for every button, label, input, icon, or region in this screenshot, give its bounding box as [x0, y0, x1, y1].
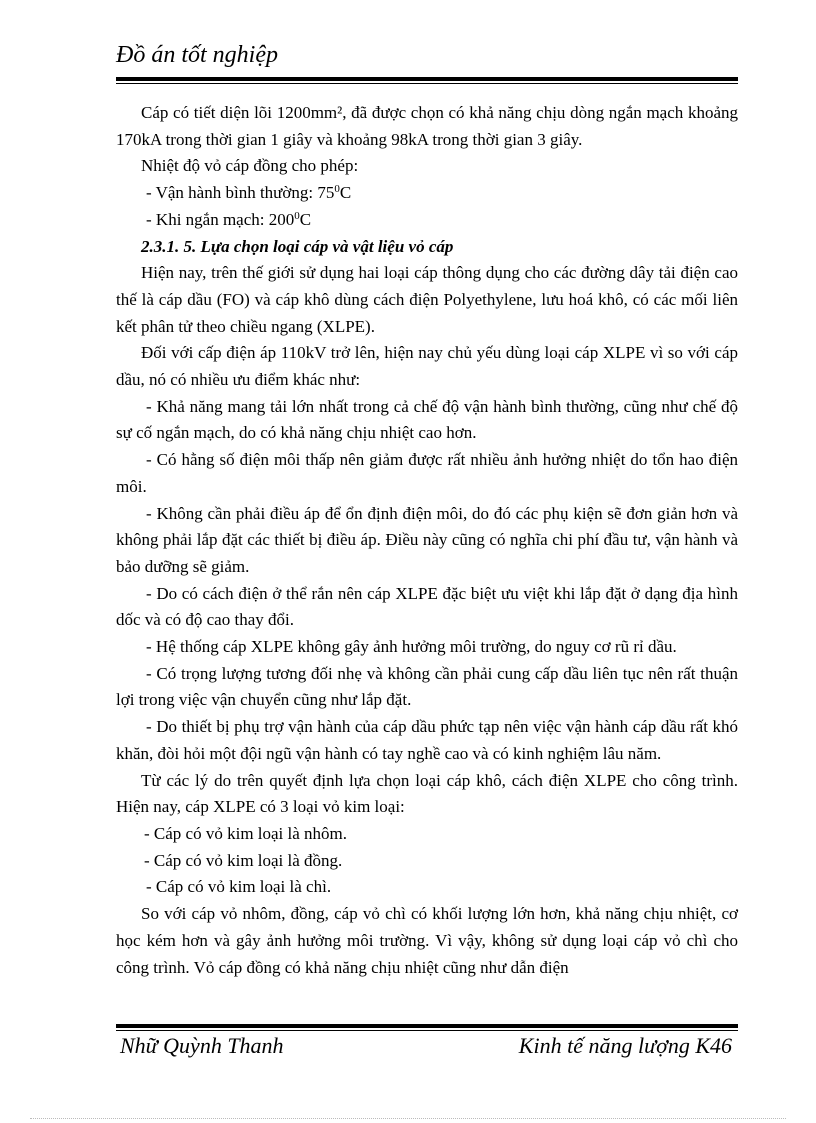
bullet-environment: - Hệ thống cáp XLPE không gây ảnh hưởng môi trường, do nguy cơ rũ rỉ dầu.: [146, 637, 677, 657]
bullet-no-pressure-regulation: - Không cần phải điều áp để ổn định điện môi, do đó các phụ kiện sẽ đơn giản hơn và không phải lắp đặt các thiết bị điều áp. Điều này cũng có nghĩa chi phí đầu tư, vận hành và bảo dưỡng sẽ giảm.: [116, 503, 738, 576]
bullet-load-capacity: - Khả năng mang tải lớn nhất trong cả chế độ vận hành bình thường, cũng như chế độ sự cố ngắn mạch, do có khả năng chịu nhiệt cao hơn.: [116, 396, 738, 443]
bullet-copper-sheath: - Cáp có vỏ kim loại là đồng.: [144, 850, 343, 870]
bullet-lead-sheath: - Cáp có vỏ kim loại là chì.: [146, 877, 332, 897]
paragraph-xlpe-decision: Từ các lý do trên quyết định lựa chọn loại cáp khô, cách điện XLPE cho công trình. Hiện nay, cáp XLPE có 3 loại vỏ kim loại:: [116, 770, 738, 817]
bullet-normal-operation: - Vận hành bình thường: $75^0C$: [146, 183, 352, 203]
paragraph-cable-types: Hiện nay, trên thế giới sử dụng hai loại cáp thông dụng cho các đường dây tải điện cao thế là cáp dầu (FO) và cáp khô dùng cách điện Polyethylene, lưu hoá khô, có các mối liên kết phân tử theo chiều ngang (XLPE).: [116, 263, 738, 336]
footer-rule-thin: [116, 1030, 738, 1031]
page-body: [116, 100, 738, 981]
bullet-dielectric-constant: - Có hằng số điện môi thấp nên giảm được rất nhiều ảnh hưởng nhiệt do tổn hao điện môi.: [116, 450, 738, 496]
document-title: Đồ án tốt nghiệp: [116, 42, 278, 68]
footer-author: Nhữ Quỳnh Thanh: [120, 1033, 284, 1058]
bullet-solid-insulation: - Do có cách điện ở thể rắn nên cáp XLPE đặc biệt ưu việt khi lắp đặt ở dạng địa hình dốc và có độ cao thay đổi.: [116, 583, 738, 630]
paragraph-cable-cross-section: Cáp có tiết diện lõi 1200mm², đã được chọn có khả năng chịu dòng ngắn mạch khoảng 170kA trong thời gian 1 giây và khoảng 98kA trong thời gian 3 giây.: [116, 103, 738, 149]
bullet-short-circuit: - Khi ngắn mạch: $200^0C$: [146, 209, 312, 229]
paragraph-sheath-comparison: So với cáp vỏ nhôm, đồng, cáp vỏ chì có khối lượng lớn hơn, khả năng chịu nhiệt, cơ học kém hơn và gây ảnh hưởng môi trường. Vì vậy, không sử dụng loại cáp vỏ chì cho công trình. Vỏ cáp đồng có khả năng chịu nhiệt cũng như dẫn điện: [116, 904, 738, 977]
bullet-oil-cable-operation: - Do thiết bị phụ trợ vận hành của cáp dầu phức tạp nên việc vận hành cáp dầu rất khó khăn, đòi hỏi một đội ngũ vận hành có tay nghề cao và có kinh nghiệm lâu năm.: [116, 717, 738, 763]
paragraph-sheath-temperature: Nhiệt độ vỏ cáp đồng cho phép:: [141, 156, 359, 176]
header-rule-thick: [116, 77, 738, 81]
footer-rule-thick: [116, 1024, 738, 1028]
section-heading: 2.3.1. 5. Lựa chọn loại cáp và vật liệu vỏ cáp: [141, 236, 454, 256]
bullet-aluminium-sheath: - Cáp có vỏ kim loại là nhôm.: [144, 823, 348, 843]
page-edge-divider: [30, 1118, 786, 1119]
paragraph-xlpe-advantages: Đối với cấp điện áp 110kV trở lên, hiện nay chủ yếu dùng loại cáp XLPE vì so với cáp dầu, nó có nhiều ưu điểm khác như:: [116, 343, 738, 390]
header-rule-thin: [116, 83, 738, 84]
footer-course: Kinh tế năng lượng K46: [518, 1033, 732, 1058]
bullet-light-weight: - Có trọng lượng tương đối nhẹ và không cần phải cung cấp dầu liên tục nên rất thuận lợi trong việc vận chuyển cũng như lắp đặt.: [116, 663, 738, 710]
